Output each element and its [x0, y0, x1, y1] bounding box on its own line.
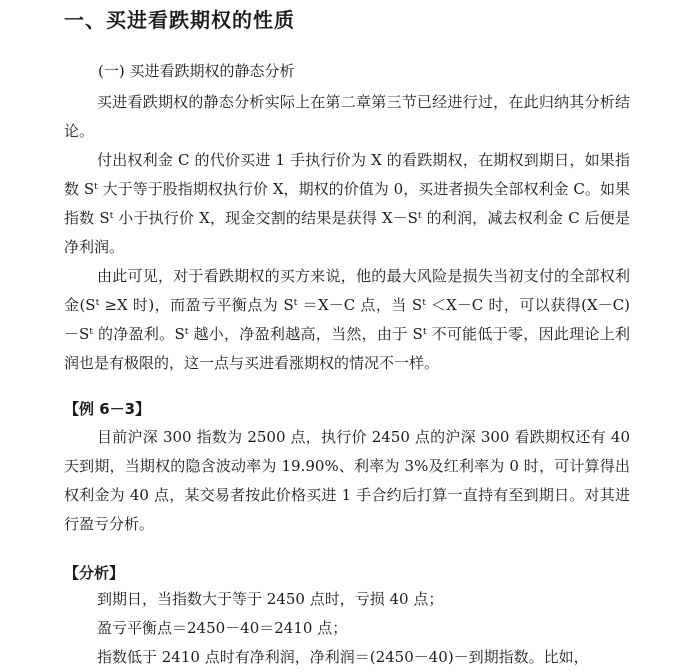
example-text: 目前沪深 300 指数为 2500 点，执行价 2450 点的沪深 300 看跌期权还有 40 天到期，当期权的隐含波动率为 19.90%、利率为 3%及红利率为 0 时，可计算得出权利金为 40 点，某交易者按此价格买进 1 手合约后打算一直持有至到期日。对其进行盈亏分析。: [64, 428, 630, 533]
example-label: 【例 6－3】: [64, 400, 151, 418]
paragraph-payoff: 付出权利金 C 的代价买进 1 手执行价为 X 的看跌期权，在期权到期日，如果指数 Sᵗ 大于等于股指期权执行价 X，期权的价值为 0，买进者损失全部权利金 C。如果指数 Sᵗ 小于执行价 X，现金交割的结果是获得 X－Sᵗ 的利润，减去权利金 C 后便是净利润。: [64, 151, 630, 256]
paragraph-intro: 买进看跌期权的静态分析实际上在第二章第三节已经进行过，在此归纳其分析结论。: [64, 93, 630, 140]
analysis-line: 指数低于 2410 点时有净利润，净利润＝(2450－40)－到期指数。比如，: [97, 648, 589, 666]
paragraph-risk: 由此可见，对于看跌期权的买方来说，他的最大风险是损失当初支付的全部权利金(Sᵗ ≥X 时)，而盈亏平衡点为 Sᵗ ＝X－C 点，当 Sᵗ ＜X－C 时，可以获得(X－C)－Sᵗ 的净盈利。Sᵗ 越小，净盈利越高，当然，由于 Sᵗ 不可能低于零，因此理论上利润也是有极限的，这一点与买进看涨期权的情况不一样。: [64, 267, 630, 372]
subsection-title: (一) 买进看跌期权的静态分析: [98, 62, 295, 80]
analysis-label: 【分析】: [64, 564, 125, 582]
section-title: 一、买进看跌期权的性质: [64, 8, 295, 32]
analysis-line: 到期日，当指数大于等于 2450 点时，亏损 40 点；: [97, 590, 444, 608]
analysis-line: 盈亏平衡点＝2450－40＝2410 点；: [97, 619, 348, 637]
